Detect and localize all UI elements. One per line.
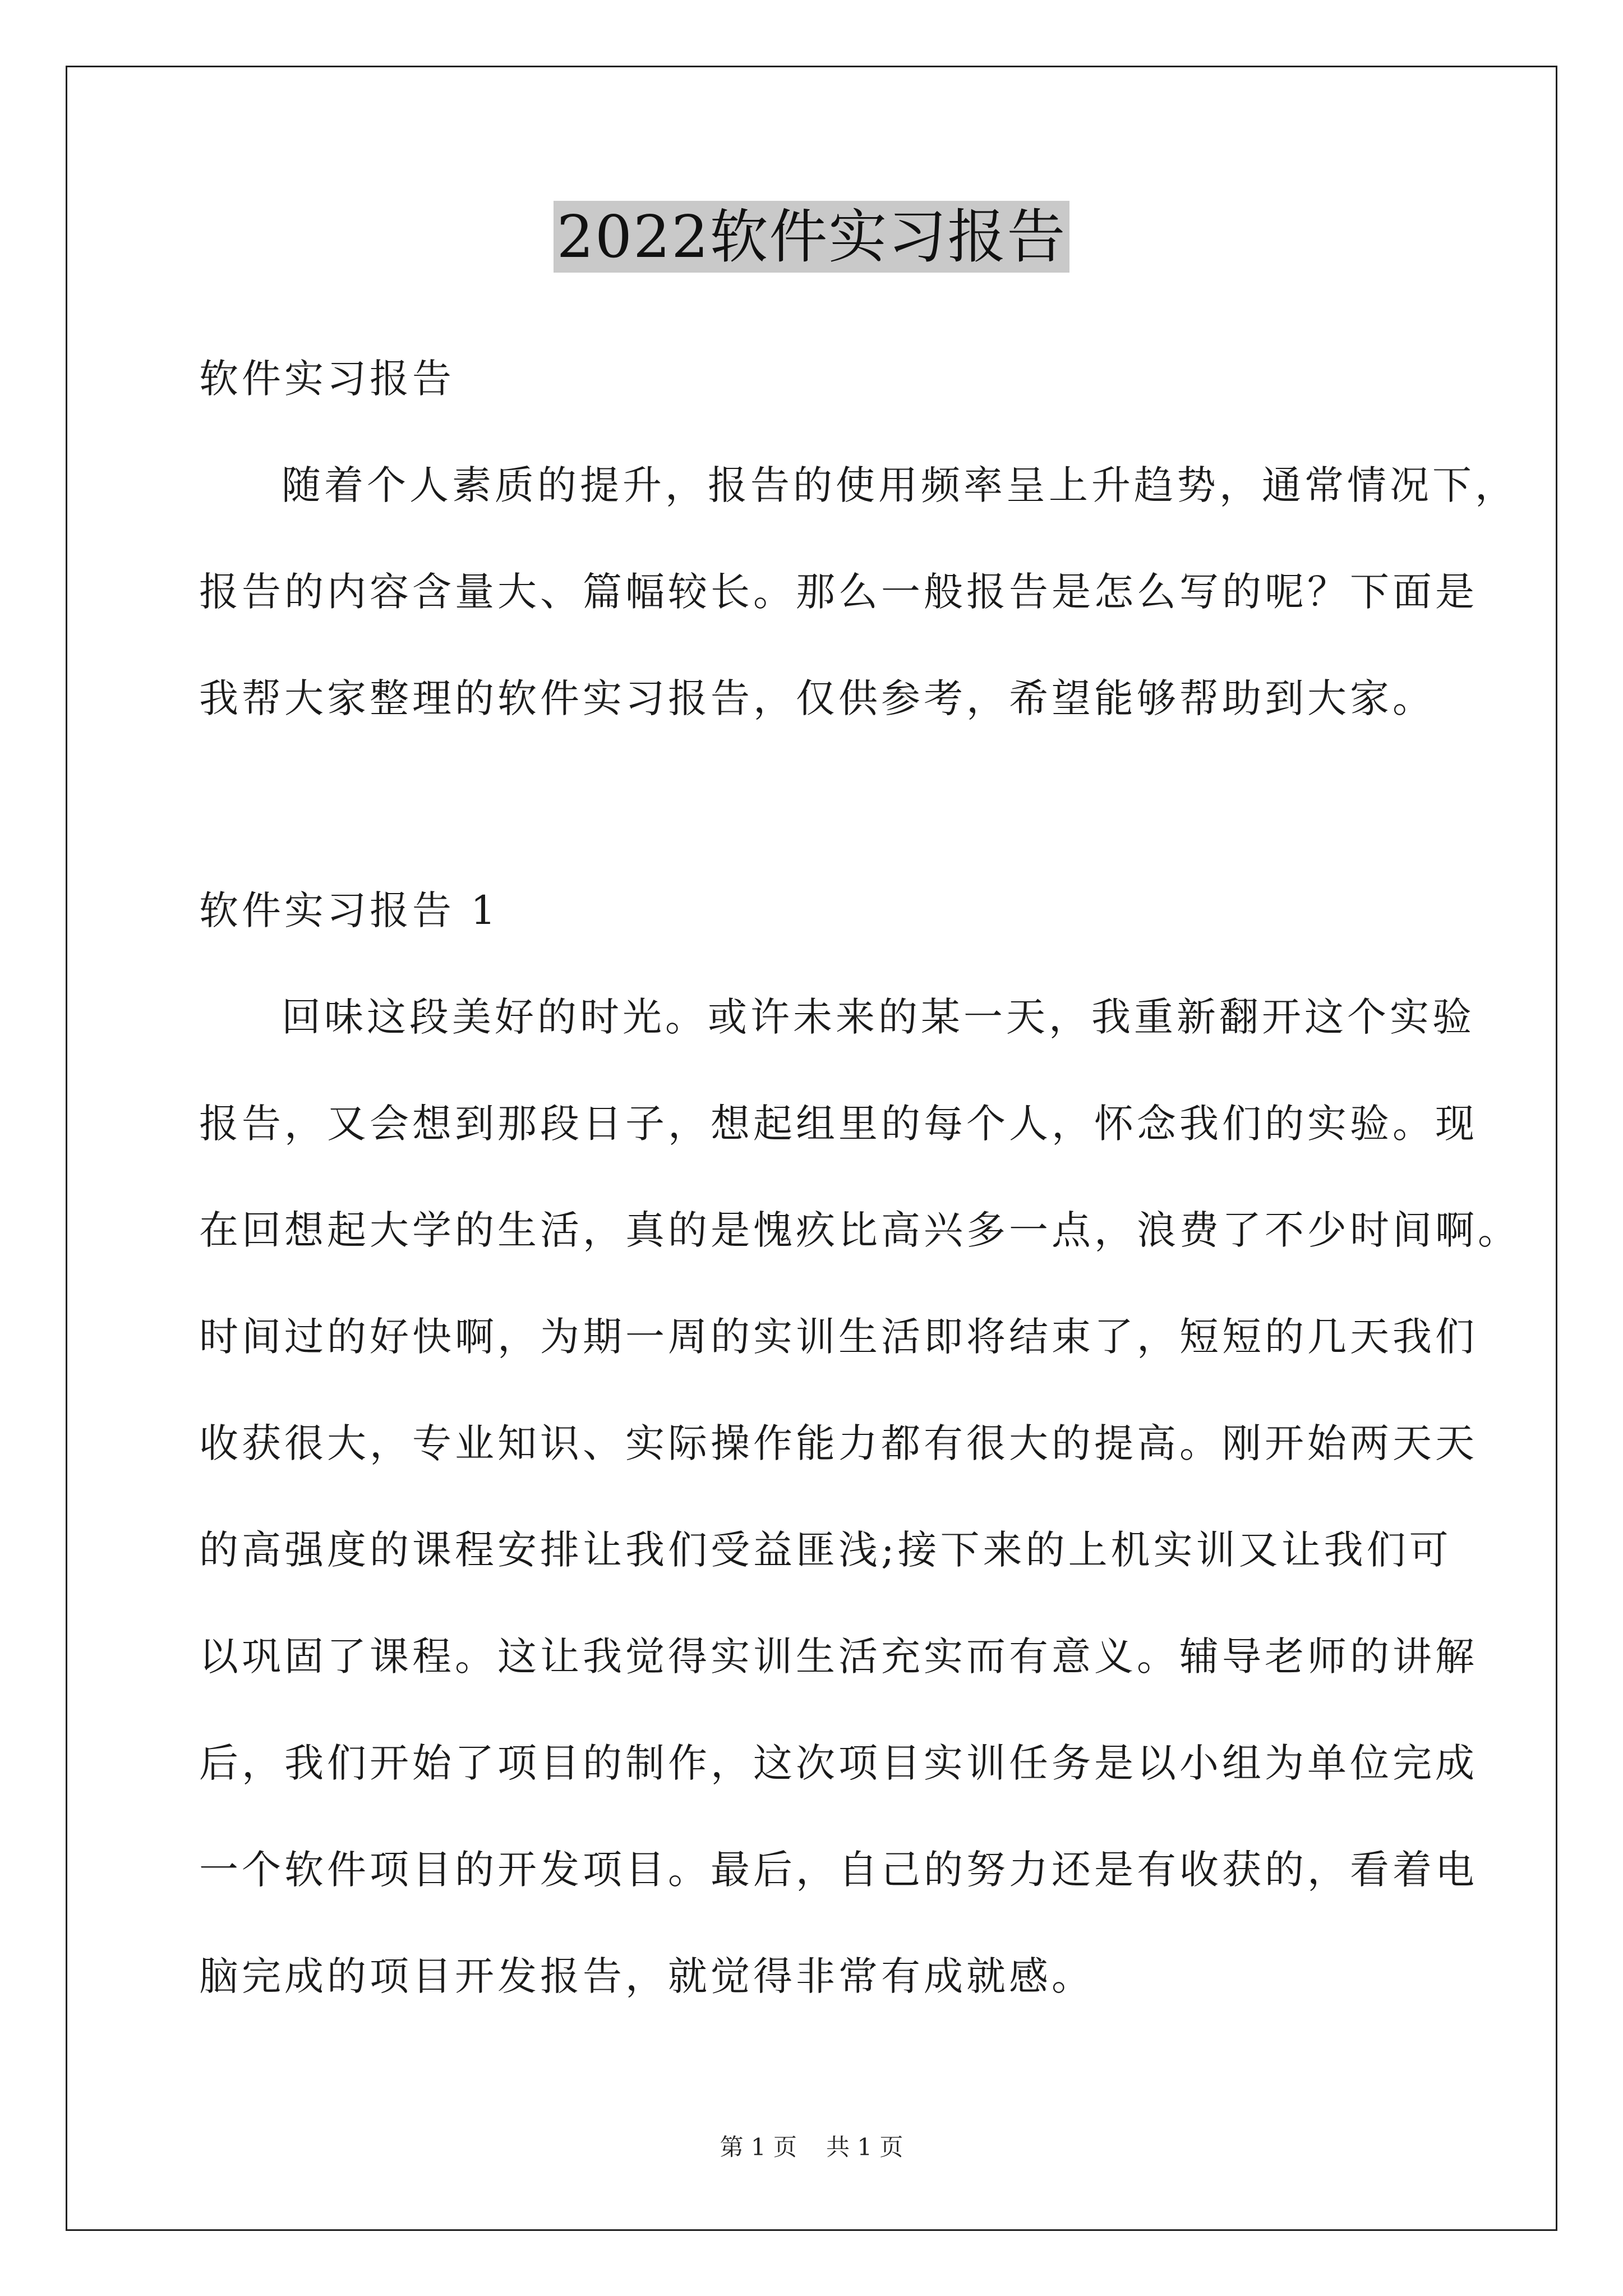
- document-title: 2022软件实习报告: [554, 201, 1070, 273]
- section1-line-7: 以巩固了课程。这让我觉得实训生活充实而有意义。辅导老师的讲解: [199, 1634, 1478, 1680]
- section1-line-8: 后，我们开始了项目的制作，这次项目实训任务是以小组为单位完成: [199, 1740, 1478, 1786]
- section1-line-3: 在回想起大学的生活，真的是愧疚比高兴多一点，浪费了不少时间啊。: [199, 1207, 1520, 1253]
- page-footer: [0, 2132, 1623, 2163]
- section1-line-1: 回味这段美好的时光。或许未来的某一天，我重新翻开这个实验: [282, 994, 1475, 1040]
- section1-line-2: 报告，又会想到那段日子，想起组里的每个人，怀念我们的实验。现: [199, 1101, 1478, 1147]
- section1-line-10: 脑完成的项目开发报告，就觉得非常有成就感。: [199, 1953, 1094, 1999]
- section1-line-6: 的高强度的课程安排让我们受益匪浅;接下来的上机实训又让我们可: [199, 1527, 1452, 1573]
- section1-heading: 软件实习报告 1: [199, 887, 499, 933]
- document-heading: 软件实习报告: [199, 356, 455, 402]
- section1-line-4: 时间过的好快啊，为期一周的实训生活即将结束了，短短的几天我们: [199, 1314, 1478, 1360]
- page-total: 共 1 页: [826, 2133, 903, 2161]
- intro-line-3: 我帮大家整理的软件实习报告，仅供参考，希望能够帮助到大家。: [199, 675, 1435, 721]
- section1-line-5: 收获很大，专业知识、实际操作能力都有很大的提高。刚开始两天天: [199, 1420, 1478, 1466]
- title-container: [0, 201, 1623, 273]
- intro-line-1: 随着个人素质的提升，报告的使用频率呈上升趋势，通常情况下，: [282, 462, 1518, 508]
- page-number: 第 1 页: [720, 2133, 797, 2161]
- intro-line-2: 报告的内容含量大、篇幅较长。那么一般报告是怎么写的呢？下面是: [199, 569, 1478, 615]
- section1-line-9: 一个软件项目的开发项目。最后，自己的努力还是有收获的，看着电: [199, 1847, 1478, 1893]
